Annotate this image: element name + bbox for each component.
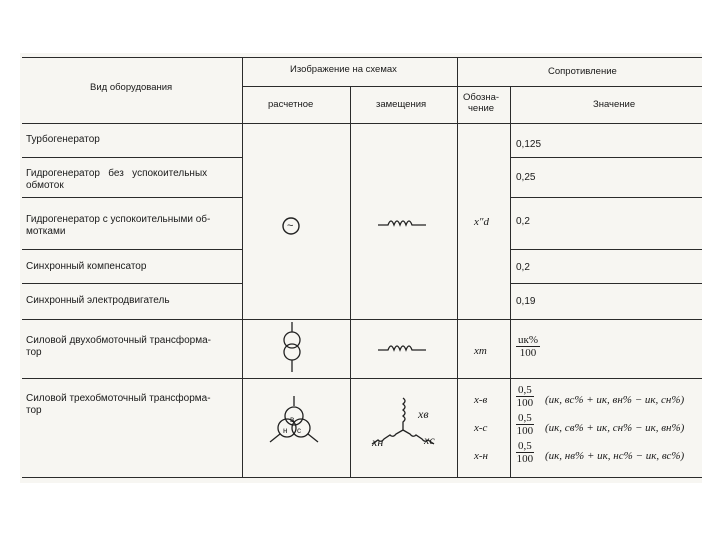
header-substitution: замещения bbox=[376, 99, 427, 110]
row-name-sync-compensator: Синхронный компенсатор bbox=[26, 261, 147, 272]
value-sync-motor: 0,19 bbox=[516, 296, 536, 307]
three-winding-fraction-1-den: 100 bbox=[516, 397, 534, 409]
generator-tilde: ~ bbox=[287, 220, 294, 232]
row-name-two-winding: Силовой двухобмоточный трансформа- тор bbox=[26, 335, 211, 358]
three-winding-fraction-3-den: 100 bbox=[516, 453, 534, 465]
col-rule-3 bbox=[457, 57, 458, 477]
winding-label-n: н bbox=[283, 426, 288, 435]
col-rule-4 bbox=[510, 86, 511, 477]
inductor-two-winding-icon bbox=[378, 341, 428, 353]
rule-row-3 bbox=[22, 249, 242, 250]
rule-row-3b bbox=[510, 249, 702, 250]
value-turbogenerator: 0,125 bbox=[516, 139, 542, 150]
rule-row-4 bbox=[22, 283, 242, 284]
rule-subheader bbox=[242, 86, 702, 87]
row-name-hydrogen-no-damper: Гидрогенератор без успокоительных обмоток bbox=[26, 168, 208, 191]
two-winding-fraction-den: 100 bbox=[519, 347, 537, 359]
two-winding-transformer-icon bbox=[280, 322, 304, 372]
designation-three-winding-c: x-с bbox=[474, 422, 488, 434]
header-equipment-type: Вид оборудования bbox=[90, 82, 173, 93]
three-winding-fraction-2-num: 0,5 bbox=[518, 412, 532, 424]
header-images-on-schemes: Изображение на схемах bbox=[290, 64, 397, 75]
rule-row-4b bbox=[510, 283, 702, 284]
three-winding-expr-2: (uк, св% + uк, сн% − uк, вн%) bbox=[545, 422, 685, 434]
winding-label-c: с bbox=[297, 426, 301, 435]
col-rule-1 bbox=[242, 57, 243, 477]
value-hydrogen-damper: 0,2 bbox=[516, 216, 530, 227]
winding-label-b: в bbox=[290, 415, 295, 424]
two-winding-fraction-num: uк% bbox=[518, 334, 539, 346]
three-winding-fraction-3-num: 0,5 bbox=[518, 440, 532, 452]
three-winding-fraction-2 bbox=[516, 412, 534, 437]
rule-bottom bbox=[22, 477, 702, 478]
rule-row-2b bbox=[510, 197, 702, 198]
three-winding-fraction-1-num: 0,5 bbox=[518, 384, 532, 396]
rule-row-1 bbox=[22, 157, 242, 158]
rule-top bbox=[22, 57, 702, 58]
rule-header-bottom bbox=[22, 123, 702, 124]
three-winding-fraction-2-den: 100 bbox=[516, 425, 534, 437]
rule-row-2 bbox=[22, 197, 242, 198]
rule-row-5 bbox=[22, 319, 702, 320]
three-winding-fraction-1 bbox=[516, 384, 534, 409]
header-value: Значение bbox=[593, 99, 636, 110]
rule-row-6 bbox=[22, 378, 702, 379]
designation-two-winding: xт bbox=[474, 345, 487, 357]
rule-row-1b bbox=[510, 157, 702, 158]
header-resistance: Сопротивление bbox=[548, 66, 617, 77]
inductor-symbol-icon bbox=[378, 216, 428, 228]
three-winding-expr-1: (uк, вс% + uк, вн% − uк, сн%) bbox=[545, 394, 685, 406]
value-hydrogen-no-damper: 0,25 bbox=[516, 172, 536, 183]
designation-three-winding-n: x-н bbox=[474, 450, 489, 462]
row-name-hydrogen-damper: Гидрогенератор с успокоительными об- мотками bbox=[26, 214, 211, 237]
designation-generator: x″d bbox=[474, 216, 489, 228]
three-winding-fraction-3 bbox=[516, 440, 534, 465]
two-winding-fraction bbox=[516, 334, 540, 359]
three-winding-expr-3: (uк, нв% + uк, нс% − uк, вс%) bbox=[545, 450, 685, 462]
row-name-three-winding: Силовой трехобмоточный трансформа- тор bbox=[26, 393, 211, 416]
row-name-turbogenerator: Турбогенератор bbox=[26, 134, 100, 145]
star-label-left: xн bbox=[372, 435, 384, 449]
header-calculated: расчетное bbox=[268, 99, 314, 110]
star-label-right: xс bbox=[424, 433, 435, 447]
value-sync-compensator: 0,2 bbox=[516, 262, 530, 273]
col-rule-2 bbox=[350, 86, 351, 477]
row-name-sync-motor: Синхронный электродвигатель bbox=[26, 295, 170, 306]
star-label-top: xв bbox=[418, 407, 429, 421]
designation-three-winding-b: x-в bbox=[474, 394, 488, 406]
header-designation: Обозна- чение bbox=[463, 92, 500, 114]
